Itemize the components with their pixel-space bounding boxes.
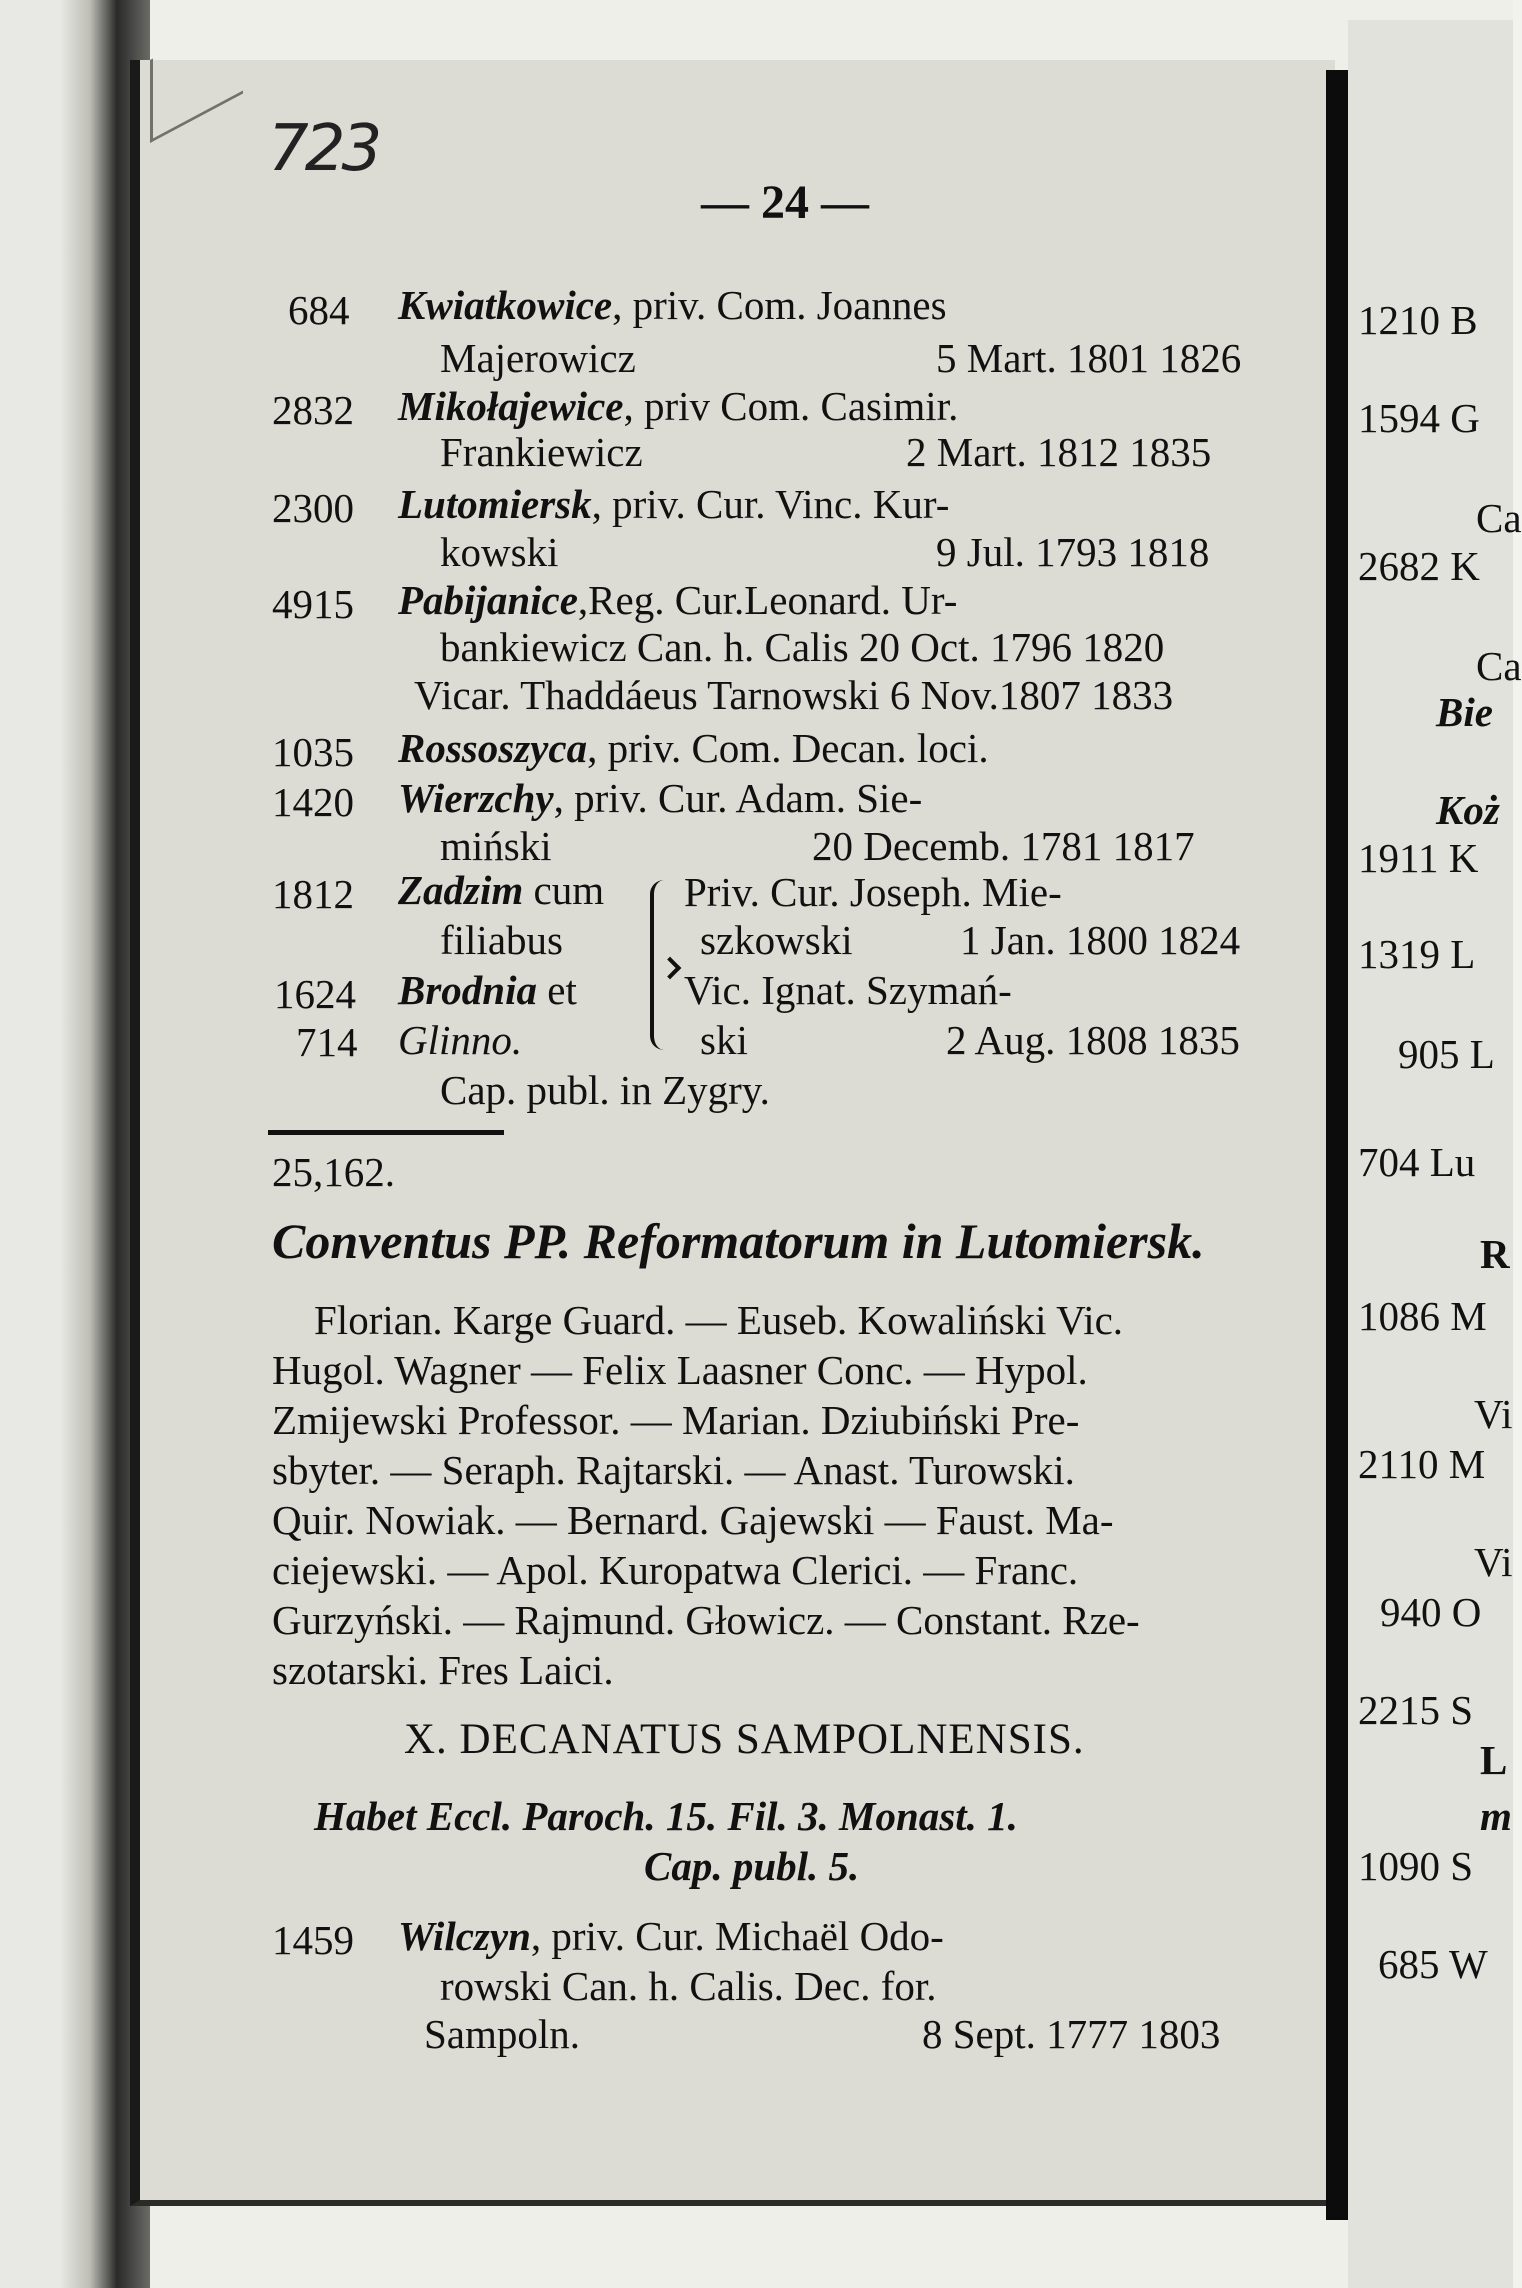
- decanatus-title: X. DECANATUS SAMPOLNENSIS.: [404, 1716, 1085, 1763]
- place-name: Kwiatkowice: [398, 282, 613, 328]
- entry-line: [398, 383, 959, 429]
- conventus-line: Gurzyński. — Rajmund. Głowicz. — Constant. Rze-: [272, 1597, 1140, 1643]
- entry-line: [398, 481, 950, 527]
- right-fragment: 905 L: [1398, 1031, 1495, 1077]
- right-fragment: 1319 L: [1358, 931, 1476, 977]
- right-fragment: 1086 M: [1358, 1293, 1487, 1339]
- sum-rule: [268, 1130, 504, 1135]
- entry-text: szkowski: [700, 917, 853, 963]
- entry-name: bankiewicz Can. h. Calis 20 Oct. 1796 1820: [440, 624, 1165, 670]
- place-name: Pabijanice: [398, 577, 578, 623]
- entry-number: 714: [296, 1019, 358, 1065]
- right-fragment: 685 W: [1378, 1941, 1488, 1987]
- conventus-line: sbyter. — Seraph. Rajtarski. — Anast. Turowski.: [272, 1447, 1075, 1493]
- conventus-line: Quir. Nowiak. — Bernard. Gajewski — Faust. Ma-: [272, 1497, 1114, 1543]
- place-name: Brodnia: [398, 967, 537, 1013]
- entry-line: [398, 867, 605, 913]
- conventus-title: Conventus PP. Reformatorum in Lutomiersk.: [272, 1213, 1205, 1269]
- entry-text: et: [537, 967, 577, 1013]
- entry-line: [398, 577, 958, 623]
- right-fragment: Koż: [1436, 787, 1500, 833]
- entry-name: Frankiewicz: [440, 429, 643, 475]
- right-fragment: 2682 K: [1358, 543, 1480, 589]
- conventus-line: Hugol. Wagner — Felix Laasner Conc. — Hypol.: [272, 1347, 1088, 1393]
- chapel-note: Cap. publ. in Zygry.: [440, 1067, 770, 1113]
- entry-text: , priv. Com. Joannes: [612, 282, 947, 328]
- right-fragment: 2110 M: [1358, 1441, 1486, 1487]
- entry-text: , priv. Cur. Vinc. Kur-: [591, 481, 950, 527]
- right-fragment: R: [1480, 1231, 1510, 1277]
- entry-text: Sampoln.: [424, 2011, 581, 2057]
- entry-text: , priv. Cur. Michaël Odo-: [530, 1913, 944, 1959]
- conventus-line: szotarski. Fres Laici.: [272, 1647, 614, 1693]
- place-name: Wilczyn: [398, 1913, 531, 1959]
- right-fragment: m: [1480, 1793, 1512, 1839]
- right-fragment: 1911 K: [1358, 835, 1479, 881]
- place-name: Rossoszyca: [398, 725, 588, 771]
- entry-number: 1459: [272, 1917, 354, 1963]
- entry-dates: 5 Mart. 1801 1826: [936, 335, 1242, 381]
- entry-text: , priv. Cur. Adam. Sie-: [553, 775, 923, 821]
- place-name: Lutomiersk: [398, 481, 592, 527]
- book-gutter: [1326, 70, 1348, 2220]
- place-name: Mikołajewice: [398, 383, 624, 429]
- entry-dates: 2 Aug. 1808 1835: [946, 1017, 1240, 1063]
- right-fragment: 940 O: [1380, 1589, 1482, 1635]
- right-fragment: 1090 S: [1358, 1843, 1474, 1889]
- binding-shadow: [0, 0, 150, 2288]
- entry-text: rowski Can. h. Calis. Dec. for.: [440, 1963, 937, 2009]
- entry-line: [398, 967, 577, 1013]
- entry-line: [398, 725, 989, 771]
- entry-number: 684: [288, 287, 350, 333]
- entry-number: 4915: [272, 581, 354, 627]
- entry-name: Majerowicz: [440, 335, 636, 381]
- right-fragment: 1594 G: [1358, 395, 1480, 441]
- entry-text: , priv. Com. Decan. loci.: [587, 725, 989, 771]
- right-fragment: 2215 S: [1358, 1687, 1474, 1733]
- conventus-line: ciejewski. — Apol. Kuropatwa Clerici. — Franc.: [272, 1547, 1079, 1593]
- entry-number: 1420: [272, 779, 354, 825]
- entry-dates: 9 Jul. 1793 1818: [936, 529, 1210, 575]
- entry-vicar: Vicar. Thaddáeus Tarnowski 6 Nov.1807 1833: [414, 672, 1174, 718]
- entry-name: kowski: [440, 529, 559, 575]
- total-sum: 25,162.: [272, 1149, 395, 1195]
- place-name: Wierzchy: [398, 775, 554, 821]
- right-fragment: 1210 B: [1358, 297, 1478, 343]
- entry-text: filiabus: [440, 917, 563, 963]
- conventus-line: Florian. Karge Guard. — Euseb. Kowaliński Vic.: [314, 1297, 1124, 1343]
- entry-text: Vic. Ignat. Szymań-: [684, 967, 1012, 1013]
- conventus-line: Zmijewski Professor. — Marian. Dziubiński Pre-: [272, 1397, 1080, 1443]
- right-fragment: Vi: [1474, 1539, 1513, 1585]
- entry-number: 2832: [272, 387, 354, 433]
- right-fragment: Bie: [1436, 689, 1493, 735]
- entry-dates: 20 Decemb. 1781 1817: [812, 823, 1195, 869]
- right-fragment: L: [1480, 1737, 1508, 1783]
- entry-text: ,Reg. Cur.Leonard. Ur-: [577, 577, 958, 623]
- entry-number: 1624: [274, 971, 356, 1017]
- habet-line: Habet Eccl. Paroch. 15. Fil. 3. Monast. 1.: [314, 1793, 1018, 1839]
- entry-name: miński: [440, 823, 552, 869]
- entry-line: [398, 1913, 944, 1959]
- right-fragment: 704 Lu: [1358, 1139, 1476, 1185]
- place-name: Glinno.: [398, 1017, 523, 1063]
- entry-line: [398, 282, 947, 328]
- entry-line: [398, 775, 923, 821]
- place-name: Zadzim: [398, 867, 524, 913]
- entry-dates: 2 Mart. 1812 1835: [906, 429, 1212, 475]
- entry-text: , priv Com. Casimir.: [623, 383, 959, 429]
- entry-number: 1035: [272, 729, 354, 775]
- page-number: — 24 —: [701, 176, 869, 229]
- entry-dates: 1 Jan. 1800 1824: [960, 917, 1241, 963]
- entry-dates: 8 Sept. 1777 1803: [922, 2011, 1221, 2057]
- entry-number: 2300: [272, 485, 354, 531]
- handwritten-note: 723: [268, 112, 379, 186]
- entry-text: ski: [700, 1017, 748, 1063]
- entry-text: Priv. Cur. Joseph. Mie-: [684, 869, 1062, 915]
- entry-number: 1812: [272, 871, 354, 917]
- right-fragment: Ca: [1476, 495, 1522, 541]
- right-fragment: Ca: [1476, 643, 1522, 689]
- right-fragment: Vi: [1474, 1391, 1513, 1437]
- habet-line: Cap. publ. 5.: [644, 1843, 860, 1889]
- entry-text: cum: [523, 867, 605, 913]
